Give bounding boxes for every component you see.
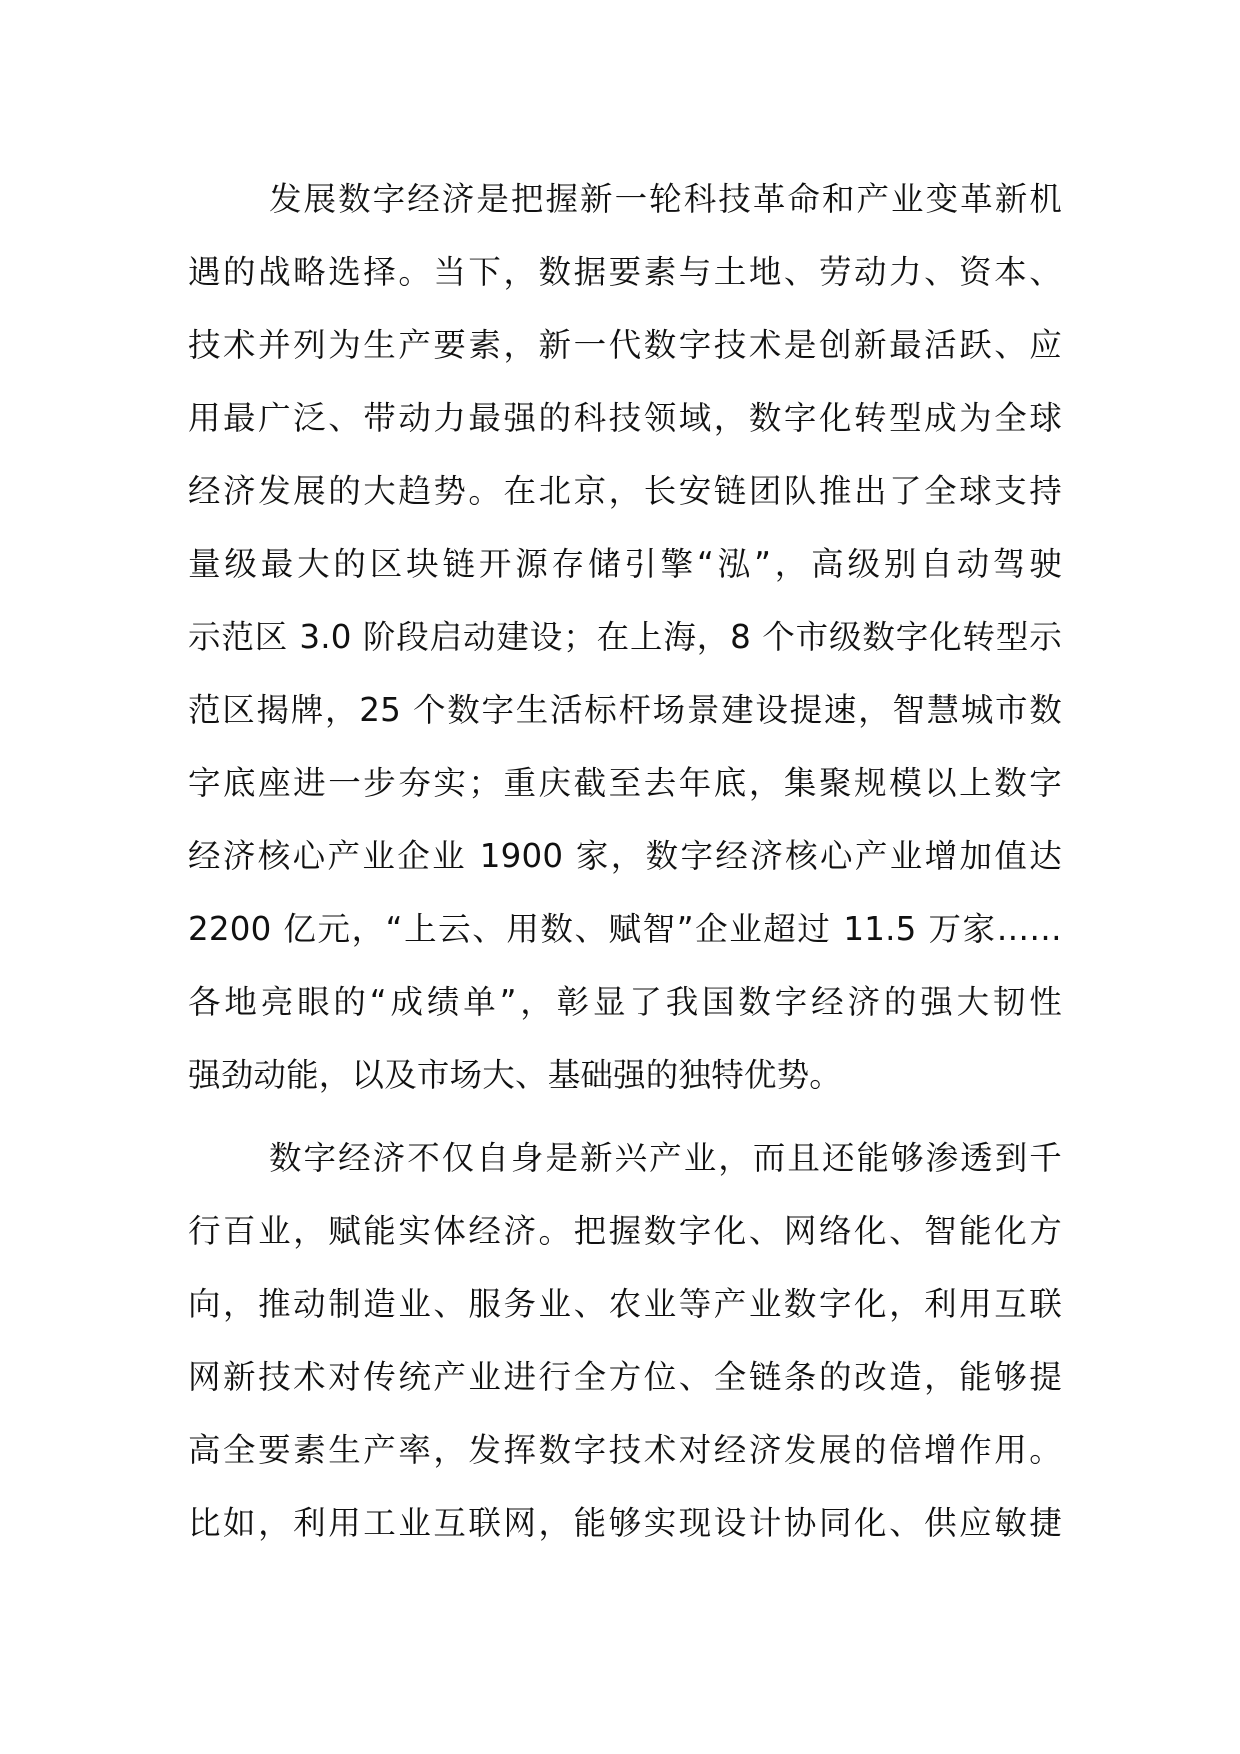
text-line: 用最广泛、带动力最强的科技领域，数字化转型成为全球 <box>188 399 1062 437</box>
text-line: 技术并列为生产要素，新一代数字技术是创新最活跃、应 <box>188 326 1062 364</box>
text-line: 各地亮眼的“成绩单”，彰显了我国数字经济的强大韧性 <box>188 983 1062 1021</box>
paragraph-1 <box>188 163 1062 1112</box>
text-line: 经济核心产业企业 1900 家，数字经济核心产业增加值达 <box>188 837 1062 875</box>
paragraph-2 <box>188 1122 1062 1560</box>
text-line: 强劲动能，以及市场大、基础强的独特优势。 <box>188 1056 843 1094</box>
text-line: 向，推动制造业、服务业、农业等产业数字化，利用互联 <box>188 1285 1062 1323</box>
document-body <box>188 163 1062 1560</box>
text-line: 网新技术对传统产业进行全方位、全链条的改造，能够提 <box>188 1358 1062 1396</box>
text-line: 数字经济不仅自身是新兴产业，而且还能够渗透到千 <box>269 1139 1062 1177</box>
text-line: 行百业，赋能实体经济。把握数字化、网络化、智能化方 <box>188 1212 1062 1250</box>
text-line: 量级最大的区块链开源存储引擎“泓”，高级别自动驾驶 <box>188 545 1062 583</box>
text-line: 示范区 3.0 阶段启动建设；在上海，8 个市级数字化转型示 <box>188 618 1062 656</box>
text-line: 范区揭牌，25 个数字生活标杆场景建设提速，智慧城市数 <box>188 691 1062 729</box>
text-line: 经济发展的大趋势。在北京，长安链团队推出了全球支持 <box>188 472 1062 510</box>
text-line: 发展数字经济是把握新一轮科技革命和产业变革新机 <box>269 180 1062 218</box>
text-line: 2200 亿元，“上云、用数、赋智”企业超过 11.5 万家…… <box>188 910 1062 948</box>
text-line: 比如，利用工业互联网，能够实现设计协同化、供应敏捷 <box>188 1504 1062 1542</box>
text-line: 遇的战略选择。当下，数据要素与土地、劳动力、资本、 <box>188 253 1062 291</box>
text-line: 字底座进一步夯实；重庆截至去年底，集聚规模以上数字 <box>188 764 1062 802</box>
text-line: 高全要素生产率，发挥数字技术对经济发展的倍增作用。 <box>188 1431 1062 1469</box>
